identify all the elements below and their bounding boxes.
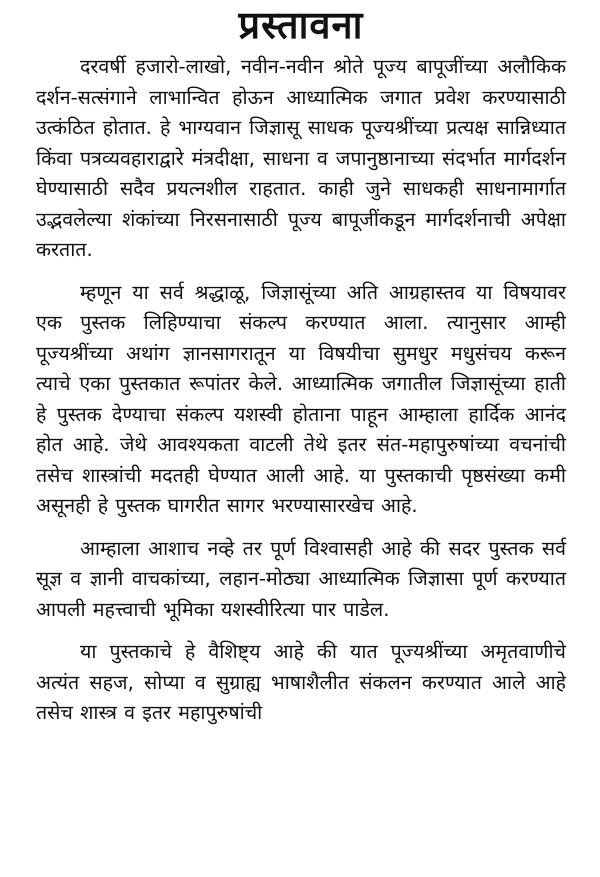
page-title: प्रस्तावना xyxy=(238,3,364,47)
paragraph-4: या पुस्तकाचे हे वैशिष्ट्य आहे की यात पूज्यश्रींच्या अमृतवाणीचे अत्यंत सहज, सोप्या व सुग्राह्य भाषाशैलीत संकलन करण्यात आले आहे तसेच शास्त्र व इतर महापुरुषांची xyxy=(36,640,566,724)
paragraph-1: दरवर्षी हजारो-लाखो, नवीन-नवीन श्रोते पूज्य बापूजींच्या अलौकिक दर्शन-सत्संगाने लाभान्वित होऊन आध्यात्मिक जगात प्रवेश करण्यासाठी उत्कंठित होतात. हे भाग्यवान जिज्ञासू साधक पूज्यश्रींच्या प्रत्यक्ष सान्निध्यात किंवा पत्रव्यवहाराद्वारे मंत्रदीक्षा, साधना व जपानुष्ठानाच्या संदर्भात मार्गदर्शन घेण्यासाठी सदैव प्रयत्नशील राहतात. काही जुने साधकही साधनामार्गात उद्भवलेल्या शंकांच्या निरसनासाठी पूज्य बापूजींकडून मार्गदर्शनाची अपेक्षा करतात. xyxy=(36,55,566,261)
paragraph-2: म्हणून या सर्व श्रद्धाळू, जिज्ञासूंच्या अति आग्रहास्तव या विषयावर एक पुस्तक लिहिण्याचा संकल्प करण्यात आला. त्यानुसार आम्ही पूज्यश्रींच्या अथांग ज्ञानसागरातून या विषयीचा सुमधुर मधुसंचय करून त्याचे एका पुस्तकात रूपांतर केले. आध्यात्मिक जगातील जिज्ञासूंच्या हाती हे पुस्तक देण्याचा संकल्प यशस्वी होताना पाहून आम्हाला हार्दिक आनंद होत आहे. जेथे आवश्यकता वाटली तेथे इतर संत-महापुरुषांच्या वचनांची तसेच शास्त्रांची मदतही घेण्यात आली आहे. या पुस्तकाची पृष्ठसंख्या कमी असूनही हे पुस्तक घागरीत सागर भरण्यासारखेच आहे. xyxy=(36,280,566,517)
paragraph-3: आम्हाला आशाच नव्हे तर पूर्ण विश्वासही आहे की सदर पुस्तक सर्व सूज्ञ व ज्ञानी वाचकांच्या, लहान-मोठ्या आध्यात्मिक जिज्ञासा पूर्ण करण्यात आपली महत्त्वाची भूमिका यशस्वीरित्या पार पाडेल. xyxy=(36,536,566,621)
